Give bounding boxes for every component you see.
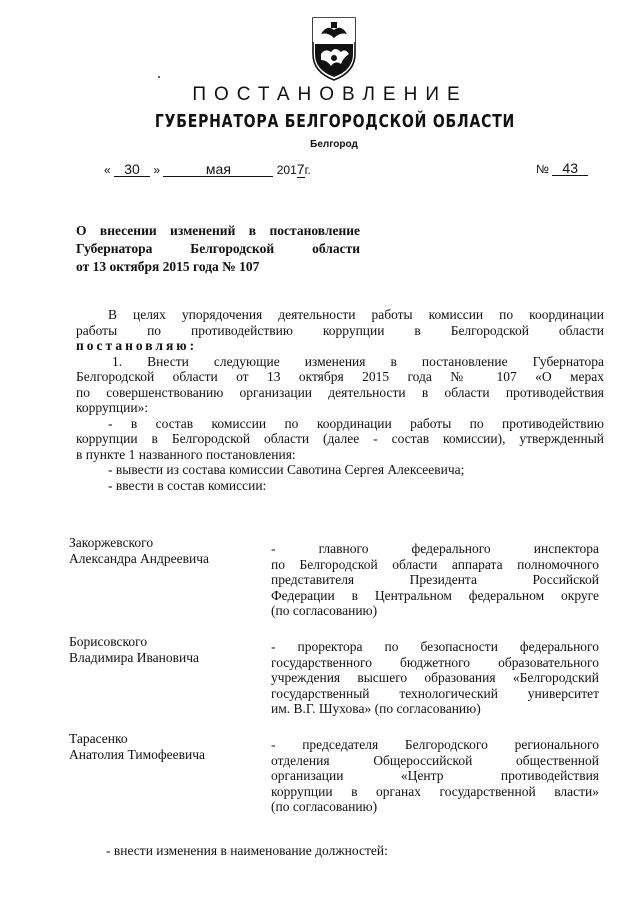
preamble-line: В целях упорядочения деятельности работы комиссии по координации	[108, 307, 604, 322]
post-line: коррупции в органах государственной власти»	[271, 783, 599, 799]
number-value: 43	[552, 161, 588, 176]
quote-close: »	[153, 163, 161, 177]
body-text	[76, 307, 604, 493]
post-line: Федерации в Центральном федеральном округе	[271, 587, 599, 603]
item1-line: Белгородской области от 13 октября 2015 года № 107 «О мерах	[76, 369, 604, 384]
date-day: 30	[114, 162, 150, 177]
member-post	[271, 541, 599, 619]
resolve-word: постановляю:	[76, 338, 198, 353]
member-name	[69, 634, 269, 666]
document-title: ПОСТАНОВЛЕНИЕ	[192, 84, 468, 105]
coat-of-arms-emblem	[309, 14, 359, 84]
post-line: государственный технологический университет	[271, 685, 599, 701]
sub1-line: коррупции в Белгородской области (далее - состав комиссии), утвержденный	[76, 431, 604, 446]
post-line: (по согласованию)	[271, 799, 378, 814]
post-line: им. В.Г. Шухова» (по согласованию)	[271, 701, 481, 716]
sub1-line: - в состав комиссии по координации работы по противодействию	[108, 415, 604, 431]
member-surname: Тарасенко	[69, 731, 128, 746]
item1-line: 1. Внести следующие изменения в постановление Губернатора	[112, 353, 604, 369]
add-line: - ввести в состав комиссии:	[108, 477, 267, 493]
post-line: представителя Президента Российской	[271, 572, 599, 587]
post-line: (по согласованию)	[271, 603, 378, 618]
subject-line: Губернатора Белгородской области	[76, 241, 360, 256]
quote-open: «	[104, 163, 111, 177]
year-suffix: 7	[296, 161, 305, 177]
post-line: учреждения высшего образования «Белгородский	[271, 670, 599, 685]
post-line: - главного федерального инспектора	[271, 541, 599, 556]
date-field	[104, 161, 311, 177]
member-post	[271, 737, 599, 815]
year-prefix: 201	[276, 163, 297, 177]
city-name: Белгород	[310, 139, 358, 150]
post-line: организации «Центр противодействия	[271, 768, 599, 783]
member-surname: Закоржевского	[69, 535, 154, 550]
post-line: государственного бюджетного образовательного	[271, 654, 599, 670]
post-line: - председателя Белгородского регионального	[271, 737, 599, 752]
member-given-names: Анатолия Тимофеевича	[69, 747, 205, 762]
sub1-line: в пункте 1 названного постановления:	[76, 446, 296, 462]
year-end: г.	[304, 163, 311, 177]
item1-line: по совершенствованию организации деятельности в области противодействия	[76, 384, 604, 400]
member-name	[69, 535, 269, 567]
item1-line: коррупции»:	[76, 400, 149, 415]
member-given-names: Александра Андреевича	[69, 551, 210, 566]
closing-line: - внести изменения в наименование должностей:	[106, 843, 388, 858]
member-given-names: Владимира Ивановича	[69, 650, 200, 665]
subject-line: О внесении изменений в постановление	[76, 223, 360, 238]
post-line: - проректора по безопасности федерального	[271, 639, 599, 654]
member-name	[69, 731, 269, 763]
remove-line: - вывести из состава комиссии Савотина Сергея Алексеевича;	[108, 462, 465, 477]
member-surname: Борисовского	[69, 634, 148, 649]
post-line: по Белгородской области аппарата полномочного	[271, 556, 599, 572]
document-subject	[76, 222, 360, 276]
document-number	[536, 161, 588, 176]
subject-line: от 13 октября 2015 года № 107	[76, 259, 260, 274]
member-post	[271, 639, 599, 717]
date-month: мая	[163, 162, 273, 177]
document-subtitle: ГУБЕРНАТОРА БЕЛГОРОДСКОЙ ОБЛАСТИ	[154, 111, 516, 132]
scan-speck	[158, 76, 160, 78]
number-label: №	[536, 162, 549, 176]
post-line: отделения Общероссийской общественной	[271, 752, 599, 768]
preamble-line: работы по противодействию коррупции в Белгородской области	[76, 322, 604, 338]
